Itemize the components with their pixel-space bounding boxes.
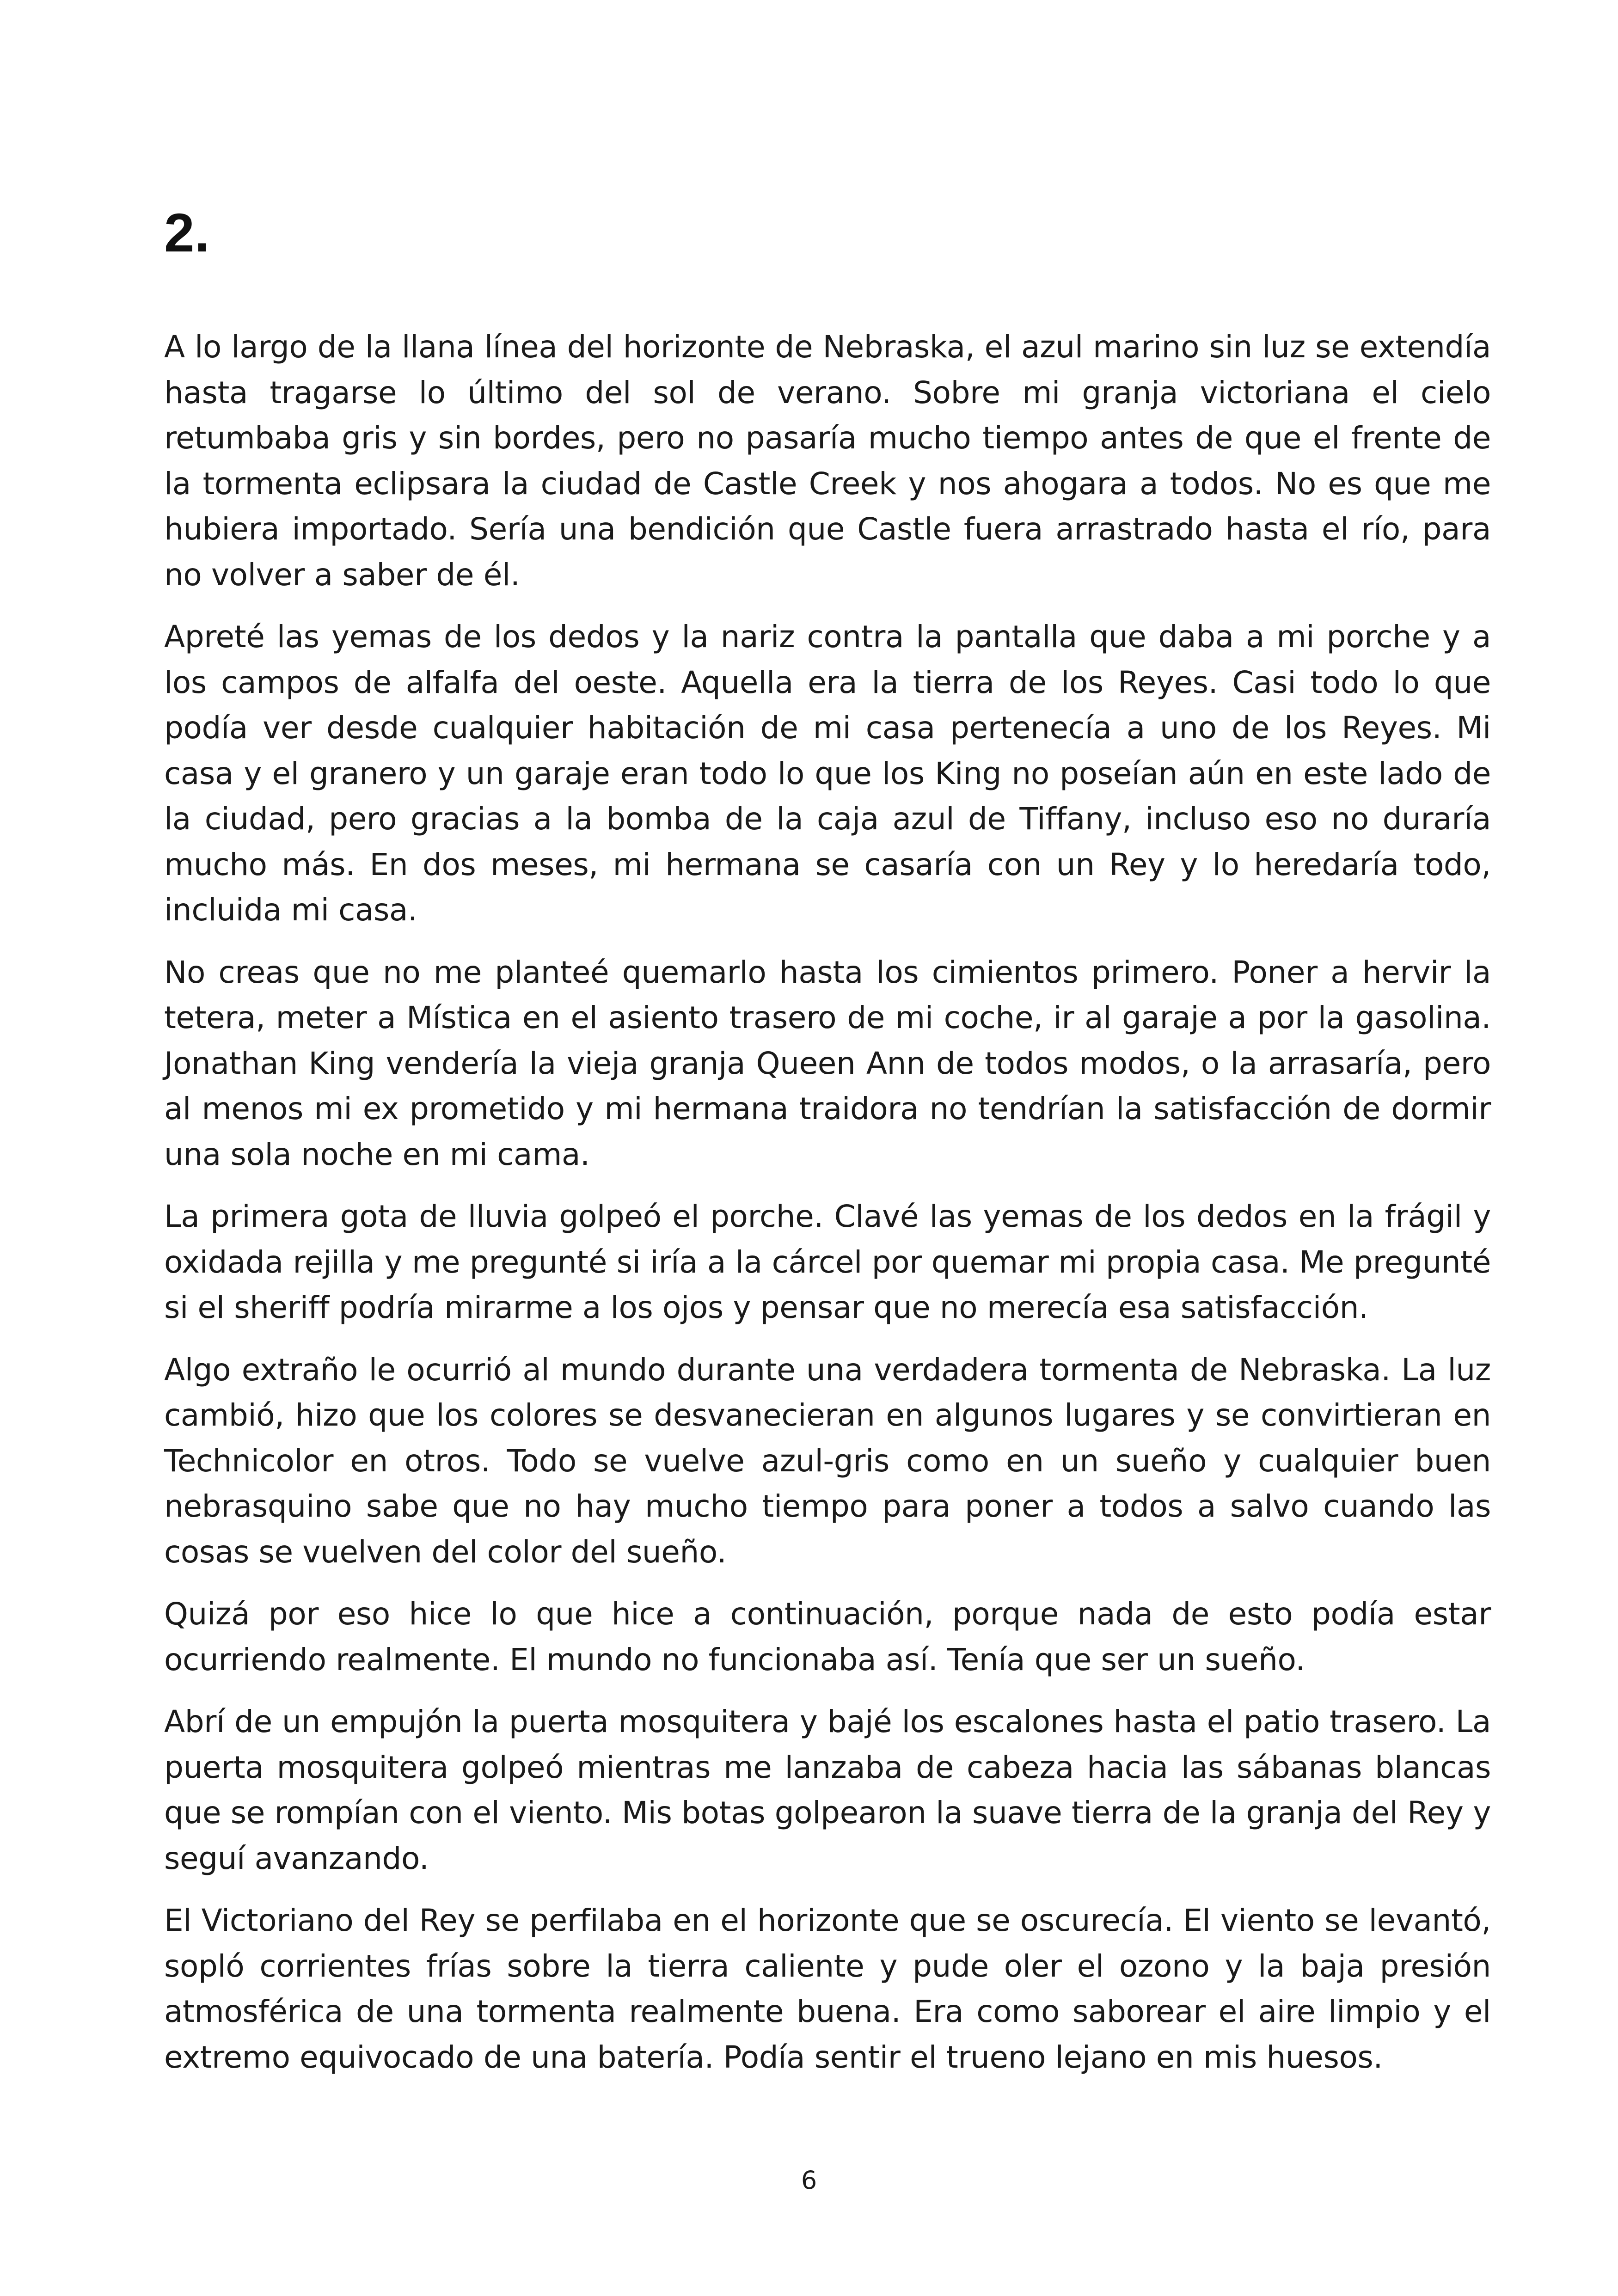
- paragraph: Abrí de un empujón la puerta mosquitera y bajé los escalones hasta el patio trasero. La puerta mosquitera golpeó mientras me lanzaba de cabeza hacia las sábanas blancas que se rompían con el viento. Mis botas golpearon la suave tierra de la granja del Rey y seguí avanzando.: [164, 1704, 1491, 1876]
- paragraph: A lo largo de la llana línea del horizonte de Nebraska, el azul marino sin luz se extendía hasta tragarse lo último del sol de verano. Sobre mi granja victoriana el cielo retumbaba gris y sin bordes, pero no pasaría mucho tiempo antes de que el frente de la tormenta eclipsara la ciudad de Castle Creek y nos ahogara a todos. No es que me hubiera importado. Sería una bendición que Castle fuera arrastrado hasta el río, para no volver a saber de él.: [164, 329, 1491, 593]
- chapter-body: [164, 325, 1491, 2080]
- paragraph: Algo extraño le ocurrió al mundo durante una verdadera tormenta de Nebraska. La luz cambió, hizo que los colores se desvanecieran en algunos lugares y se convirtieran en Technicolor en otros. Todo se vuelve azul-gris como en un sueño y cualquier buen nebrasquino sabe que no hay mucho tiempo para poner a todos a salvo cuando las cosas se vuelven del color del sueño.: [164, 1352, 1491, 1570]
- paragraph: La primera gota de lluvia golpeó el porche. Clavé las yemas de los dedos en la frágil y oxidada rejilla y me pregunté si iría a la cárcel por quemar mi propia casa. Me pregunté si el sheriff podría mirarme a los ojos y pensar que no merecía esa satisfacción.: [164, 1199, 1491, 1325]
- paragraph: Apreté las yemas de los dedos y la nariz contra la pantalla que daba a mi porche y a los campos de alfalfa del oeste. Aquella era la tierra de los Reyes. Casi todo lo que podía ver desde cualquier habitación de mi casa pertenecía a uno de los Reyes. Mi casa y el granero y un garaje eran todo lo que los King no poseían aún en este lado de la ciudad, pero gracias a la bomba de la caja azul de Tiffany, incluso eso no duraría mucho más. En dos meses, mi hermana se casaría con un Rey y lo heredaría todo, incluida mi casa.: [164, 619, 1491, 928]
- chapter-heading: 2.: [164, 202, 210, 263]
- paragraph: El Victoriano del Rey se perfilaba en el horizonte que se oscurecía. El viento se levantó, sopló corrientes frías sobre la tierra caliente y pude oler el ozono y la baja presión atmosférica de una tormenta realmente buena. Era como saborear el aire limpio y el extremo equivocado de una batería. Podía sentir el trueno lejano en mis huesos.: [164, 1903, 1491, 2075]
- paragraph: No creas que no me planteé quemarlo hasta los cimientos primero. Poner a hervir la tetera, meter a Mística en el asiento trasero de mi coche, ir al garaje a por la gasolina. Jonathan King vendería la vieja granja Queen Ann de todos modos, o la arrasaría, pero al menos mi ex prometido y mi hermana traidora no tendrían la satisfacción de dormir una sola noche en mi cama.: [164, 954, 1491, 1172]
- paragraph: Quizá por eso hice lo que hice a continuación, porque nada de esto podía estar ocurriendo realmente. El mundo no funcionaba así. Tenía que ser un sueño.: [164, 1596, 1491, 1678]
- page-number: 6: [801, 2166, 817, 2195]
